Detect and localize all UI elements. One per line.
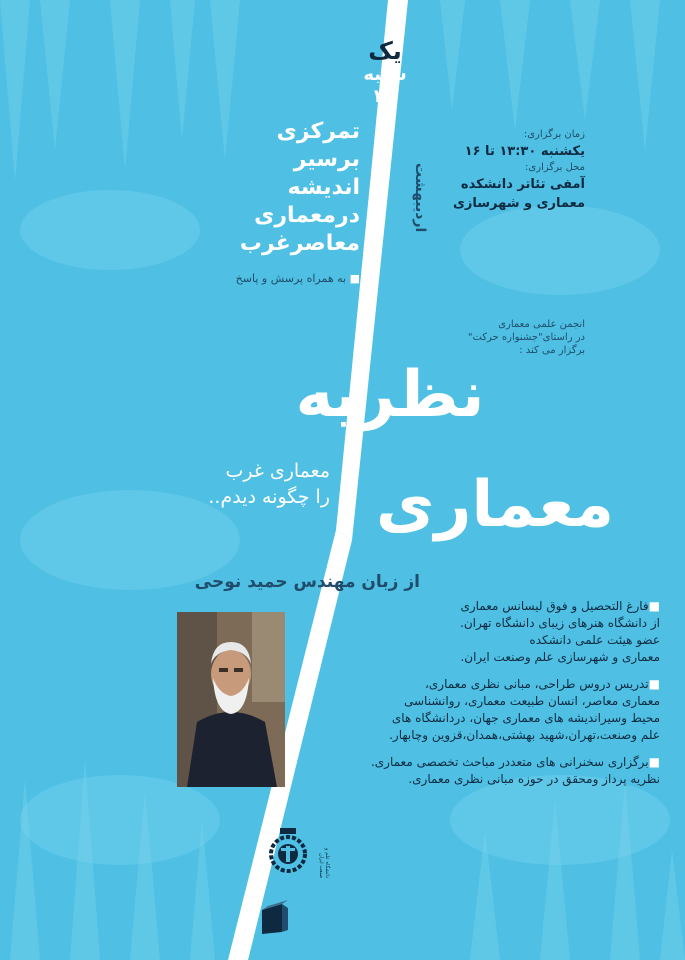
date-day-label: یک [368,37,402,65]
speaker-bio [300,598,660,798]
speaker-name: از زبان مهندس حمید نوحی [194,572,420,592]
topic-line: برسیر [293,147,360,172]
bio-line: برگزاری سخنرانی های متعددر مباحث تخصصی معماری. [370,755,649,769]
time-value: یکشنبه ۱۳:۳۰ تا ۱۶ [464,144,585,159]
university-name: دانشگاه علم و صنعت ایران [318,848,330,878]
bio-line: نظریه پرداز ومحقق در حوزه مبانی نظری معماری. [408,772,660,786]
organizer-block [420,318,585,357]
topic-line: درمعماری [254,203,360,228]
association-logo-icon [258,896,318,936]
date-weekday: شنبه [363,64,407,85]
topic-line: معاصرغرب [239,231,360,256]
topic-line: اندیشه [287,175,360,200]
bio-line: معماری معاصر، انسان طبیعت معماری، روانشناسی [403,694,660,708]
bio-item [300,676,660,744]
bio-line: معماری و شهرسازی علم وصنعت ایران. [460,650,660,664]
bio-line: تدریس دروس طراحی، مبانی نظری معماری، [425,677,649,691]
subtitle [150,458,330,510]
bullet-icon: ■ [648,599,660,613]
bio-item [300,754,660,788]
main-title-word1: نظریه [295,358,485,432]
main-title-word2: معماری [375,468,615,542]
qa-note [180,272,360,285]
organizer-line: در راستای"جشنواره حرکت" [467,332,585,343]
organizer-line: برگزار می کند : [519,345,585,356]
subtitle-line: معماری غرب [225,460,330,482]
organizer-line: انجمن علمی معماری [498,319,585,330]
bio-line: از دانشگاه هنرهای زیبای دانشگاه تهران. [460,616,660,630]
qa-note-text: به همراه پرسش و پاسخ [235,272,347,285]
bullet-icon: ■ [648,677,660,691]
bio-item [300,598,660,666]
speaker-photo [177,612,285,787]
subtitle-line: را چگونه دیدم.. [208,486,330,508]
bio-line: عضو هیئت علمی دانشکده [529,633,660,647]
university-logo-icon [268,826,308,876]
bullet-icon: ■ [349,272,360,285]
topic-title [190,118,360,258]
topic-line: تمرکزی [276,119,360,144]
time-label: زمان برگزاری: [523,129,585,140]
date-block [340,38,430,108]
place-line: آمفی تئاتر دانشکده [460,177,585,192]
date-day-number: ۲۲ [374,86,396,107]
place-line: معماری و شهرسازی [452,196,585,211]
event-info [430,128,585,213]
bullet-icon: ■ [648,755,660,769]
date-month: اردیبهشت [412,162,428,232]
bio-line: علم وصنعت،تهران،شهید بهشتی،همدان،قزوین وچابهار. [389,728,660,742]
bio-line: فارغ التحصیل و فوق لیسانس معماری [460,599,649,613]
bio-line: محیط وسیراندیشه های معماری جهان، دردانشگاه های [391,711,660,725]
place-label: محل برگزاری: [525,162,585,173]
